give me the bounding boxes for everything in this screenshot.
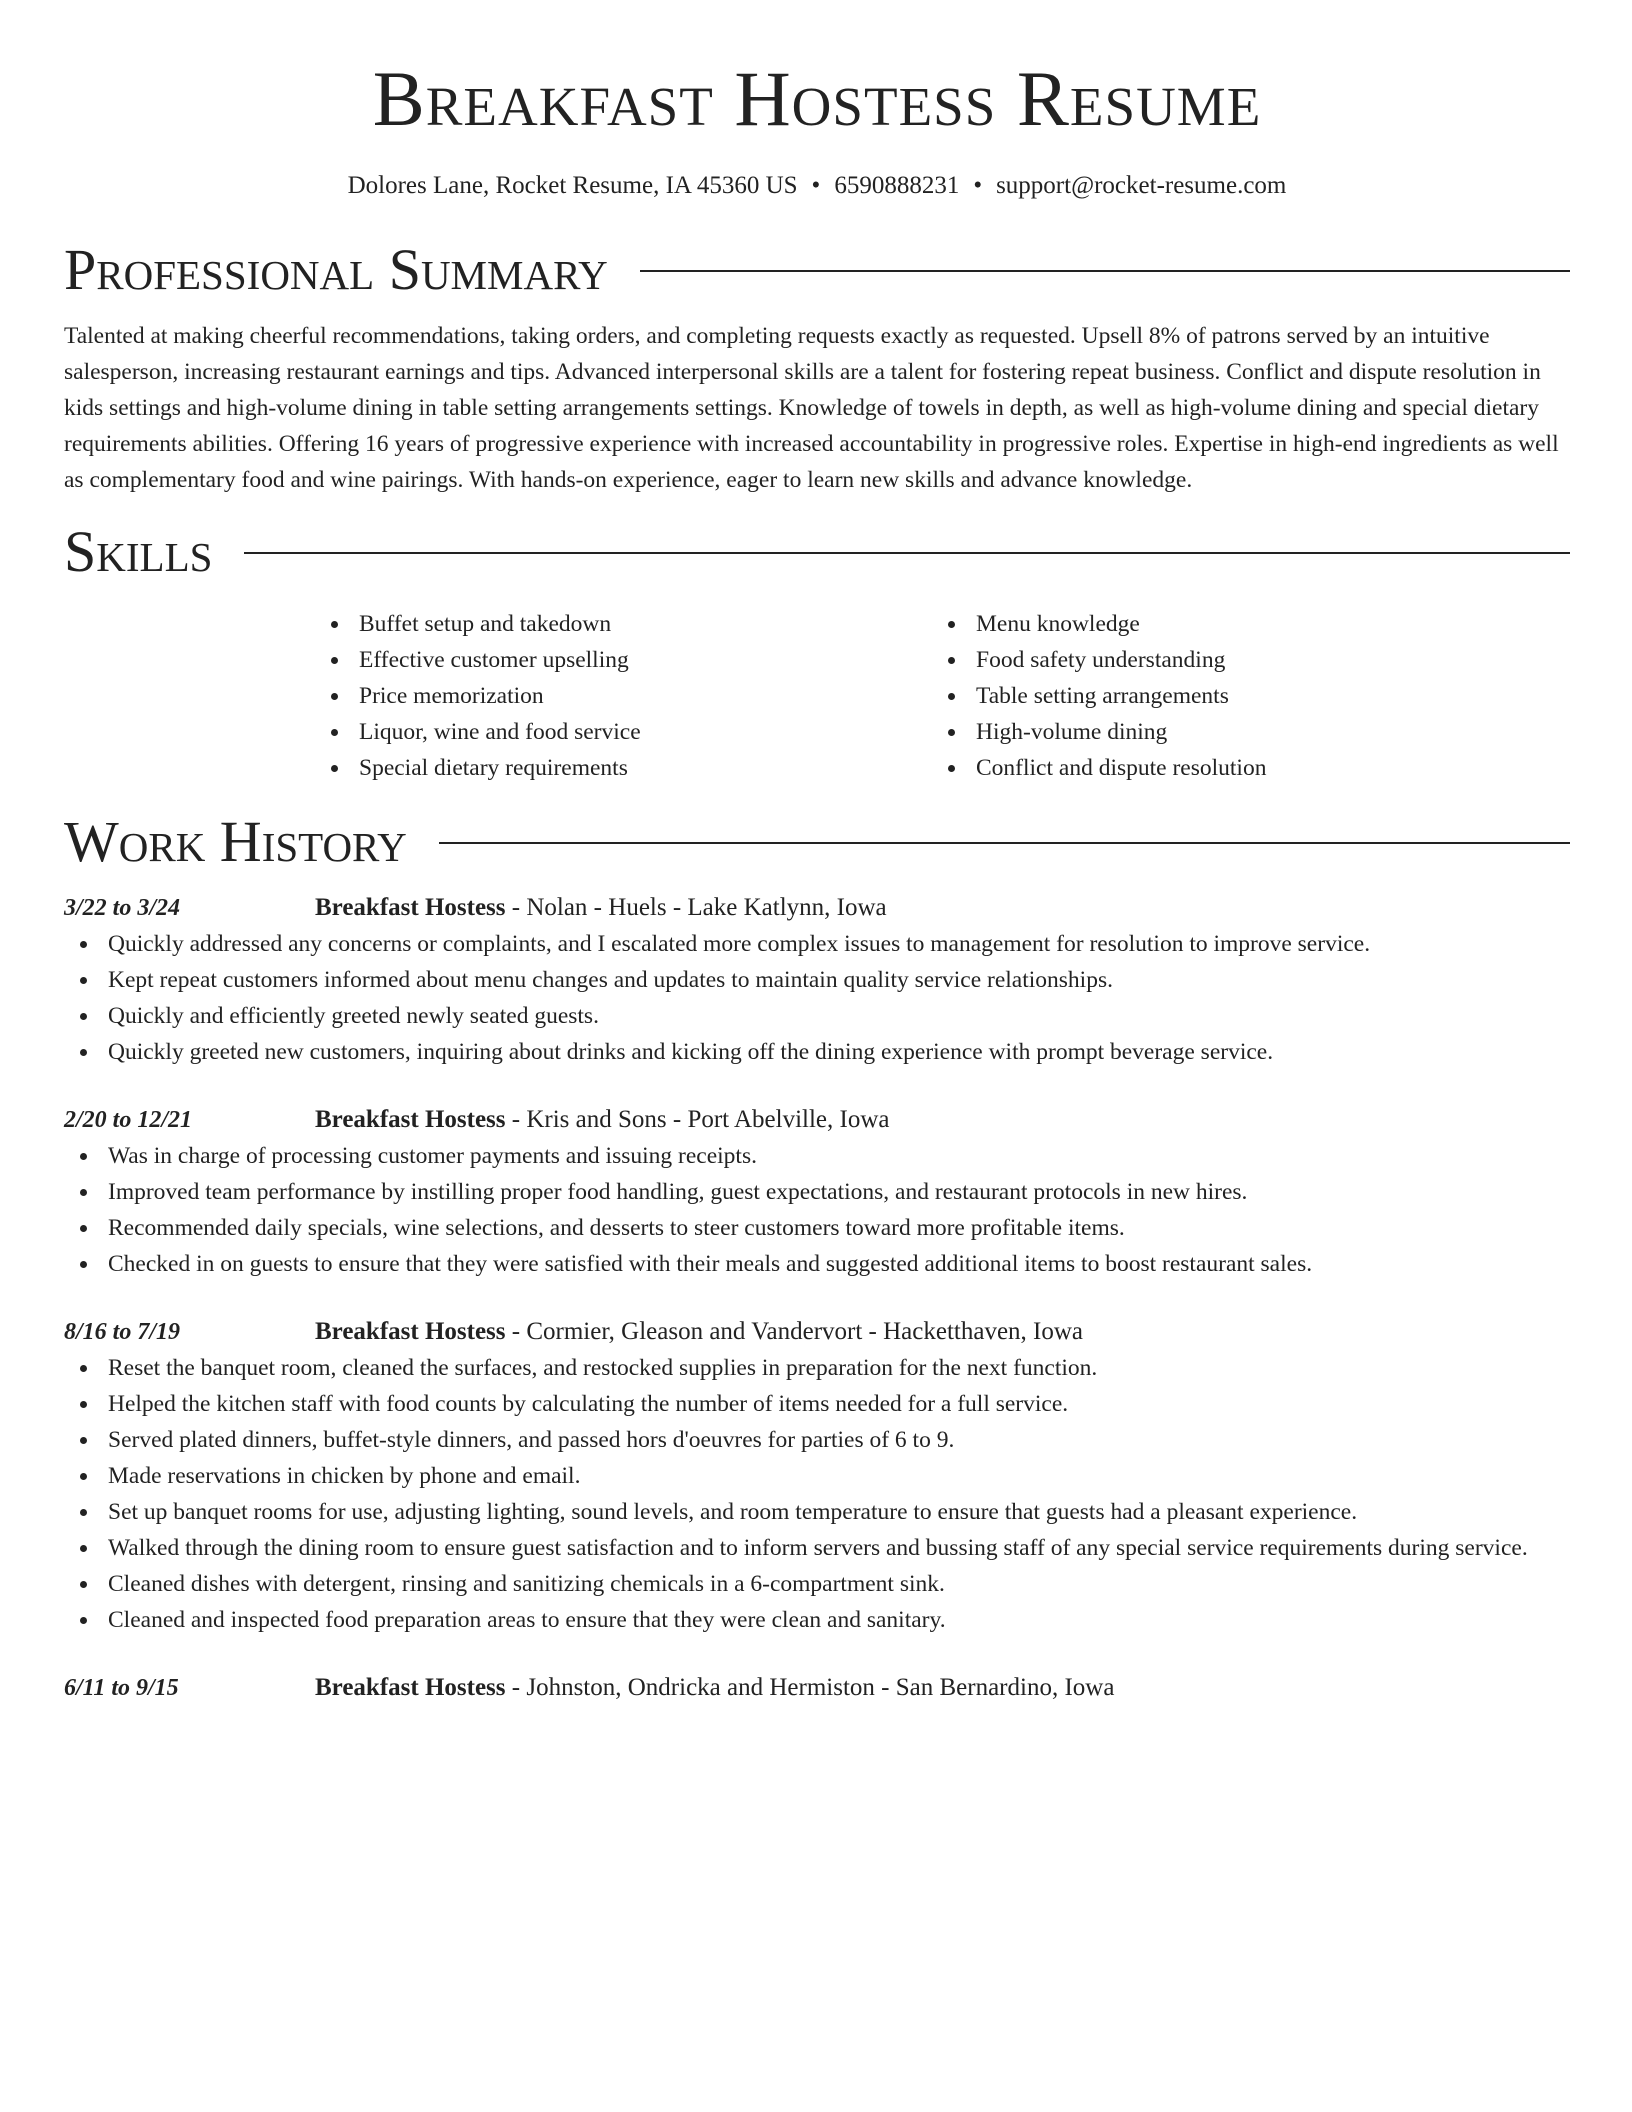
summary-heading: Professional Summary: [64, 237, 608, 302]
job-title-line: [315, 1102, 890, 1138]
job-entry: [64, 1670, 1570, 1706]
job-title: Breakfast Hostess: [315, 894, 506, 921]
skills-section-header: [64, 520, 1570, 584]
section-divider: [244, 552, 1570, 554]
job-duties: [64, 926, 1570, 1070]
job-duty: Helped the kitchen staff with food counts by calculating the number of items needed for a full service.: [64, 1386, 1570, 1422]
job-duty: Recommended daily specials, wine selections, and desserts to steer customers toward more profitable items.: [64, 1210, 1570, 1246]
job-entry: [64, 890, 1570, 1070]
job-dates: 8/16 to 7/19: [64, 1319, 181, 1345]
contact-email: support@rocket-resume.com: [996, 172, 1287, 199]
job-dates: 2/20 to 12/21: [64, 1107, 193, 1133]
resume-title: Breakfast Hostess Resume: [372, 55, 1262, 142]
job-entry: [64, 1314, 1570, 1638]
job-duties: [64, 1138, 1570, 1282]
job-employer: - Johnston, Ondricka and Hermiston - San Bernardino, Iowa: [505, 1674, 1115, 1701]
skills-list: [315, 606, 1570, 786]
section-divider: [640, 270, 1570, 272]
skill-item: Liquor, wine and food service: [315, 714, 932, 750]
job-duties: [64, 1350, 1570, 1638]
job-entry: [64, 1102, 1570, 1282]
job-duty: Improved team performance by instilling proper food handling, guest expectations, and restaurant protocols in new hires.: [64, 1174, 1570, 1210]
job-title: Breakfast Hostess: [315, 1106, 506, 1133]
job-duty: Was in charge of processing customer payments and issuing receipts.: [64, 1138, 1570, 1174]
job-employer: - Kris and Sons - Port Abelville, Iowa: [505, 1106, 890, 1133]
skills-column-left: [315, 606, 932, 786]
job-duty: Set up banquet rooms for use, adjusting lighting, sound levels, and room temperature to ensure that guests had a pleasant experience.: [64, 1494, 1570, 1530]
job-duty: Quickly addressed any concerns or complaints, and I escalated more complex issues to management for resolution to improve service.: [64, 926, 1570, 962]
skills-column-right: [932, 606, 1549, 786]
skill-item: Buffet setup and takedown: [315, 606, 932, 642]
skill-item: High-volume dining: [932, 714, 1549, 750]
job-employer: - Cormier, Gleason and Vandervort - Hacketthaven, Iowa: [505, 1318, 1084, 1345]
job-duty: Made reservations in chicken by phone and email.: [64, 1458, 1570, 1494]
job-dates: 6/11 to 9/15: [64, 1675, 179, 1701]
job-header: [64, 1314, 1570, 1350]
contact-address: Dolores Lane, Rocket Resume, IA 45360 US: [347, 172, 798, 199]
job-header: [64, 890, 1570, 926]
contact-separator: •: [973, 172, 983, 199]
job-employer: - Nolan - Huels - Lake Katlynn, Iowa: [505, 894, 887, 921]
job-header: [64, 1670, 1570, 1706]
job-duty: Reset the banquet room, cleaned the surfaces, and restocked supplies in preparation for the next function.: [64, 1350, 1570, 1386]
skill-item: Food safety understanding: [932, 642, 1549, 678]
summary-section-header: [64, 238, 1570, 302]
work-heading: Work History: [64, 809, 407, 874]
job-dates: 3/22 to 3/24: [64, 895, 181, 921]
job-title: Breakfast Hostess: [315, 1318, 506, 1345]
work-section-header: [64, 810, 1570, 874]
job-duty: Kept repeat customers informed about menu changes and updates to maintain quality service relationships.: [64, 962, 1570, 998]
job-header: [64, 1102, 1570, 1138]
resume-page: [64, 0, 1570, 1738]
contact-separator: •: [811, 172, 821, 199]
skill-item: Table setting arrangements: [932, 678, 1549, 714]
contact-phone: 6590888231: [834, 172, 960, 199]
skill-item: Special dietary requirements: [315, 750, 932, 786]
job-title: Breakfast Hostess: [315, 1674, 506, 1701]
skill-item: Menu knowledge: [932, 606, 1549, 642]
skills-heading: Skills: [64, 519, 213, 584]
job-duty: Cleaned dishes with detergent, rinsing and sanitizing chemicals in a 6-compartment sink.: [64, 1566, 1570, 1602]
skill-item: Conflict and dispute resolution: [932, 750, 1549, 786]
job-duty: Checked in on guests to ensure that they were satisfied with their meals and suggested additional items to boost restaurant sales.: [64, 1246, 1570, 1282]
skill-item: Effective customer upselling: [315, 642, 932, 678]
job-duty: Walked through the dining room to ensure guest satisfaction and to inform servers and bussing staff of any special service requirements during service.: [64, 1530, 1570, 1566]
section-divider: [439, 842, 1570, 844]
skill-item: Price memorization: [315, 678, 932, 714]
job-duty: Served plated dinners, buffet-style dinners, and passed hors d'oeuvres for parties of 6 to 9.: [64, 1422, 1570, 1458]
job-title-line: [315, 1314, 1083, 1350]
job-title-line: [315, 890, 887, 926]
summary-text: Talented at making cheerful recommendations, taking orders, and completing requests exactly as requested. Upsell 8% of patrons served by an intuitive salesperson, increasing restaurant earnings and tips. Advanced interpersonal skills are a talent for fostering repeat business. Conflict and dispute resolution in kids settings and high-volume dining in table setting arrangements settings. Knowledge of towels in depth, as well as high-volume dining and special dietary requirements abilities. Offering 16 years of progressive experience with increased accountability in progressive roles. Expertise in high-end ingredients as well as complementary food and wine pairings. With hands-on experience, eager to learn new skills and advance knowledge.: [64, 323, 1559, 493]
job-duty: Quickly and efficiently greeted newly seated guests.: [64, 998, 1570, 1034]
job-duty: Cleaned and inspected food preparation areas to ensure that they were clean and sanitary.: [64, 1602, 1570, 1638]
job-title-line: [315, 1670, 1114, 1706]
work-history-list: [64, 890, 1570, 1706]
contact-line: [64, 170, 1570, 202]
job-duty: Quickly greeted new customers, inquiring about drinks and kicking off the dining experience with prompt beverage service.: [64, 1034, 1570, 1070]
